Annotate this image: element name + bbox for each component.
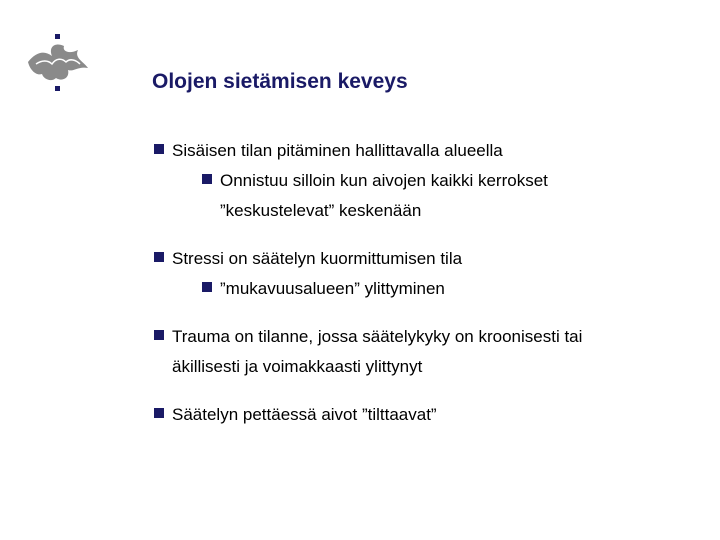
bullet-text-line1: Trauma on tilanne, jossa säätelykyky on kroonisesti tai (172, 327, 583, 346)
slide-title: Olojen sietämisen keveys (152, 70, 408, 93)
sub-bullet-text: ”mukavuusalueen” ylittyminen (220, 279, 445, 298)
square-bullet-icon (154, 408, 164, 418)
bullet-item (152, 136, 712, 166)
square-bullet-icon (154, 252, 164, 262)
square-bullet-icon (202, 282, 212, 292)
bullet-item (152, 244, 712, 274)
university-flame-logo-icon (22, 28, 92, 98)
square-bullet-icon (154, 330, 164, 340)
bullet-text: Sisäisen tilan pitäminen hallittavalla alueella (172, 141, 503, 160)
bullet-text-line2: äkillisesti ja voimakkaasti ylittynyt (172, 357, 423, 376)
sub-bullet-text-line1: Onnistuu silloin kun aivojen kaikki kerrokset (220, 171, 548, 190)
bullet-item (152, 322, 712, 382)
sub-bullet-text-line2: ”keskustelevat” keskenään (220, 201, 422, 220)
square-bullet-icon (202, 174, 212, 184)
bullet-text: Stressi on säätelyn kuormittumisen tila (172, 249, 463, 268)
sub-bullet-item (152, 274, 712, 304)
bullet-text: Säätelyn pettäessä aivot ”tilttaavat” (172, 405, 437, 424)
bullet-list (152, 136, 712, 430)
bullet-item (152, 400, 712, 430)
square-bullet-icon (154, 144, 164, 154)
sub-bullet-item (152, 166, 712, 226)
